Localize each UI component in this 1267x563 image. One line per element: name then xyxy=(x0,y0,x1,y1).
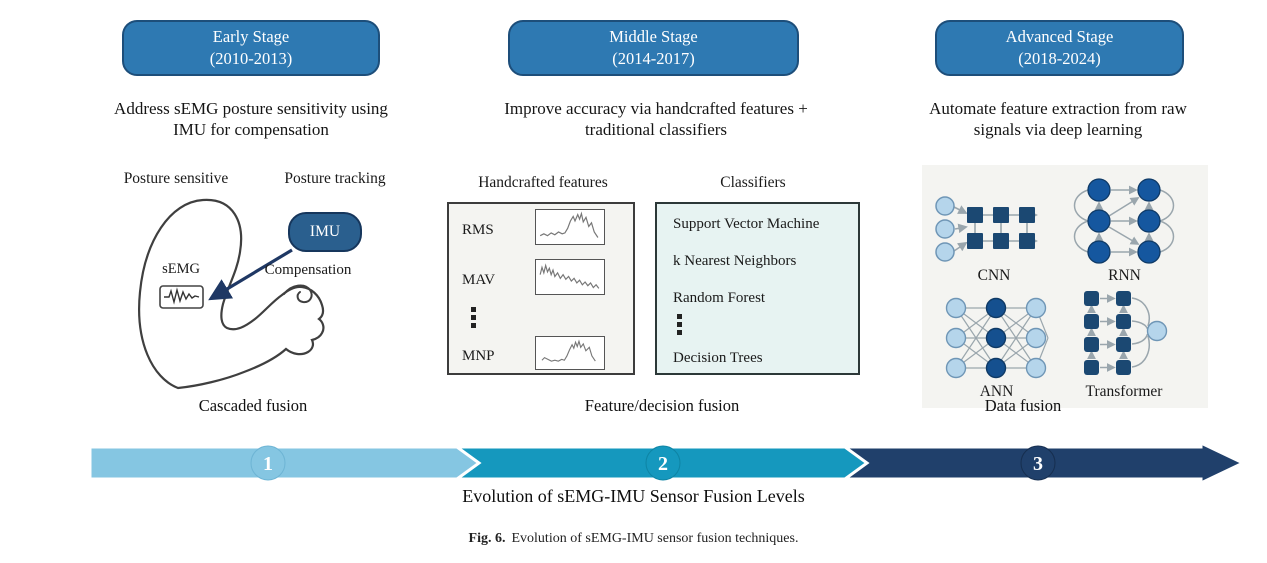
middle-stage-description: Improve accuracy via handcrafted features + traditional classifiers xyxy=(504,99,808,139)
classifier-item: Random Forest xyxy=(673,290,766,306)
step-3-number: 3 xyxy=(1033,453,1043,475)
early-stage-years: (2010-2013) xyxy=(209,49,293,68)
timeline-title: Evolution of sEMG-IMU Sensor Fusion Levels xyxy=(462,486,805,506)
posture-tracking-label: Posture tracking xyxy=(284,170,386,187)
data-fusion-label: Data fusion xyxy=(984,396,1062,415)
fusion-timeline-arrow xyxy=(85,443,1250,483)
cnn-label: CNN xyxy=(977,267,1011,284)
classifier-item: k Nearest Neighbors xyxy=(673,253,797,269)
compensation-label: Compensation xyxy=(264,262,352,278)
mnp-waveform-plot xyxy=(535,336,605,370)
handcrafted-features-title: Handcrafted features xyxy=(478,174,608,191)
cascaded-fusion-label: Cascaded fusion xyxy=(198,396,308,415)
posture-sensitive-label: Posture sensitive xyxy=(123,170,229,187)
ann-diagram-icon xyxy=(944,297,1049,379)
step-1-number: 1 xyxy=(263,453,273,475)
figure-caption-label: Fig. 6. xyxy=(468,531,506,546)
semg-label: sEMG xyxy=(162,261,200,277)
advanced-stage-header xyxy=(935,20,1184,76)
cnn-diagram-icon xyxy=(934,195,1054,265)
advanced-stage-description: Automate feature extraction from raw signals via deep learning xyxy=(929,99,1187,139)
classifiers-title: Classifiers xyxy=(720,174,786,191)
rnn-diagram-icon xyxy=(1077,177,1172,265)
middle-stage-years: (2014-2017) xyxy=(612,49,695,68)
advanced-stage-title: Advanced Stage xyxy=(1005,26,1114,46)
middle-stage-title: Middle Stage xyxy=(609,26,698,46)
feature-item: MNP xyxy=(462,348,495,364)
transformer-label: Transformer xyxy=(1085,383,1163,400)
early-stage-title: Early Stage xyxy=(212,26,290,46)
classifier-item: Support Vector Machine xyxy=(673,216,820,232)
figure-caption-text: Evolution of sEMG-IMU sensor fusion techniques. xyxy=(511,531,799,546)
handcrafted-features-box xyxy=(447,202,635,375)
semg-sensor-icon xyxy=(160,286,203,308)
rnn-label: RNN xyxy=(1108,267,1141,284)
early-stage-header xyxy=(122,20,380,76)
advanced-stage-years: (2018-2024) xyxy=(1018,49,1101,68)
ann-label: ANN xyxy=(979,383,1014,400)
rms-waveform-plot xyxy=(535,209,605,245)
mav-waveform-plot xyxy=(535,259,605,295)
feature-decision-fusion-label: Feature/decision fusion xyxy=(584,396,740,415)
step-2-number: 2 xyxy=(658,453,668,475)
imu-box: IMU xyxy=(288,212,362,252)
early-stage-description: Address sEMG posture sensitivity using IMU for compensation xyxy=(114,99,388,139)
transformer-diagram-icon xyxy=(1074,290,1174,380)
deep-learning-panel xyxy=(922,165,1208,408)
classifier-item: Decision Trees xyxy=(673,350,763,366)
ellipsis-dots-icon xyxy=(471,307,476,328)
classifiers-box xyxy=(655,202,860,375)
middle-stage-header xyxy=(508,20,799,76)
feature-item: MAV xyxy=(462,272,496,288)
ellipsis-dots-icon xyxy=(677,314,682,335)
feature-item: RMS xyxy=(462,222,494,238)
figure-caption xyxy=(0,531,1267,547)
